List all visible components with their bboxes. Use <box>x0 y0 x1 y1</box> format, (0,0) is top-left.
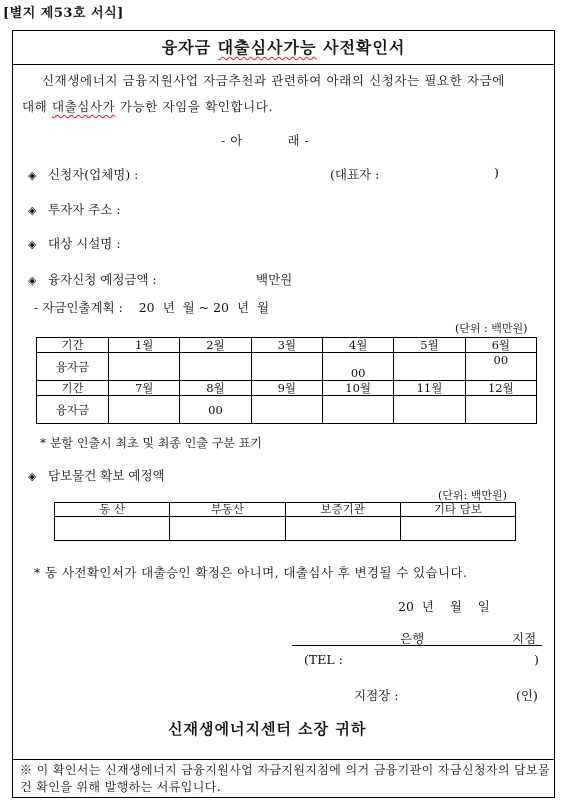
loan-cell <box>394 396 465 424</box>
addressee: 신재생에너지센터 소장 귀하 <box>168 720 367 738</box>
facility-name-row <box>28 234 121 252</box>
withdrawal-plan: - 자금인출계획 : 20 년 월 ~ 20 년 월 <box>34 300 270 315</box>
investor-address-row <box>28 200 121 218</box>
branch-manager-label: 지점장 : <box>354 688 399 703</box>
form-title <box>13 31 554 65</box>
loan-amount-row <box>28 270 157 288</box>
intro-text-2: 대출심사가 <box>51 99 116 114</box>
form-number-label: [별지 제53호 서식] <box>3 6 124 21</box>
collateral-unit: (단위: 백만원) <box>438 489 507 502</box>
month-header: 3월 <box>251 338 322 353</box>
table-row <box>37 396 537 424</box>
date-line: 20 년 월 일 <box>398 599 490 614</box>
branch-label: 지점 <box>512 631 537 646</box>
collateral-header: 보증기관 <box>285 503 400 517</box>
loan-cell <box>109 353 180 381</box>
tel-label: (TEL : <box>304 652 343 667</box>
loan-amount-label: 융자신청 예정금액 : <box>48 272 157 287</box>
representative-close: ) <box>494 165 499 180</box>
month-header: 4월 <box>322 338 393 353</box>
seal-mark: (인) <box>516 688 538 703</box>
diamond-bullet-icon: ◈ <box>28 274 37 287</box>
loan-row-label: 융자금 <box>37 353 109 381</box>
title-text-3: 사전확인서 <box>316 38 406 57</box>
split-withdrawal-note: * 분할 인출시 최초 및 최종 인출 구분 표기 <box>40 436 262 450</box>
month-header: 11월 <box>394 381 465 396</box>
investor-address-label: 투자자 주소 : <box>48 202 121 217</box>
table-row <box>37 381 537 396</box>
footnote: ※ 이 확인서는 신재생에너지 금융지원사업 자금지원지침에 의거 금융기관이 자금신청자의 담보물건 확인을 위해 발행하는 서류입니다. <box>20 763 551 794</box>
loan-cell <box>251 396 322 424</box>
collateral-header: 기타 담보 <box>400 503 515 517</box>
applicant-label: 신청자(업체명) : <box>48 167 139 182</box>
loan-cell: 00 <box>465 353 536 381</box>
table-row <box>55 517 516 541</box>
month-header: 7월 <box>109 381 180 396</box>
loan-cell <box>251 353 322 381</box>
loan-cell: 00 <box>322 353 393 381</box>
intro-paragraph <box>22 68 522 120</box>
period-header: 기간 <box>37 338 109 353</box>
disclaimer: * 동 사전확인서가 대출승인 확정은 아니며, 대출심사 후 변경될 수 있습니다. <box>34 565 468 580</box>
title-text-2: 대출심사가능 <box>217 38 317 57</box>
loan-cell <box>109 396 180 424</box>
loan-cell <box>180 353 251 381</box>
schedule-unit: (단위 : 백만원) <box>455 322 528 335</box>
bank-label: 은행 <box>400 631 425 646</box>
diamond-bullet-icon: ◈ <box>28 169 37 182</box>
month-header: 5월 <box>394 338 465 353</box>
facility-name-label: 대상 시설명 : <box>48 236 121 251</box>
collateral-header: 동 산 <box>55 503 170 517</box>
loan-amount-unit: 백만원 <box>256 272 293 287</box>
collateral-cell <box>285 517 400 541</box>
collateral-header: 부동산 <box>170 503 285 517</box>
loan-cell: 00 <box>180 396 251 424</box>
collateral-row <box>28 466 165 484</box>
month-header: 10월 <box>322 381 393 396</box>
table-row <box>37 338 537 353</box>
applicant-row <box>28 165 138 183</box>
withdrawal-schedule-table <box>36 337 537 424</box>
diamond-bullet-icon: ◈ <box>28 470 37 483</box>
representative-label: (대표자 : <box>330 167 380 182</box>
tel-close: ) <box>534 652 539 667</box>
diamond-bullet-icon: ◈ <box>28 204 37 217</box>
month-header: 9월 <box>251 381 322 396</box>
period-header: 기간 <box>37 381 109 396</box>
intro-text-1: 신재생에너지 금융지원사업 자금추천과 관련하여 아래의 신청자는 필요한 자금에 대해 <box>22 73 505 114</box>
collateral-table <box>54 502 516 541</box>
below-heading: - 아 래 - <box>221 133 310 148</box>
collateral-cell <box>400 517 515 541</box>
month-header: 1월 <box>109 338 180 353</box>
loan-cell <box>394 353 465 381</box>
collateral-heading: 담보물건 확보 예정액 <box>48 468 165 483</box>
title-text-1: 융자금 <box>161 38 218 57</box>
table-row <box>55 503 516 517</box>
collateral-cell <box>170 517 285 541</box>
intro-text-3: 가능한 자임을 확인합니다. <box>115 99 274 114</box>
month-header: 12월 <box>465 381 536 396</box>
month-header: 8월 <box>180 381 251 396</box>
loan-cell <box>465 396 536 424</box>
loan-row-label: 융자금 <box>37 396 109 424</box>
footnote-box <box>12 759 555 798</box>
signature-divider <box>292 645 542 646</box>
month-header: 2월 <box>180 338 251 353</box>
month-header: 6월 <box>465 338 536 353</box>
table-row <box>37 353 537 381</box>
loan-cell <box>322 396 393 424</box>
diamond-bullet-icon: ◈ <box>28 238 37 251</box>
collateral-cell <box>55 517 170 541</box>
